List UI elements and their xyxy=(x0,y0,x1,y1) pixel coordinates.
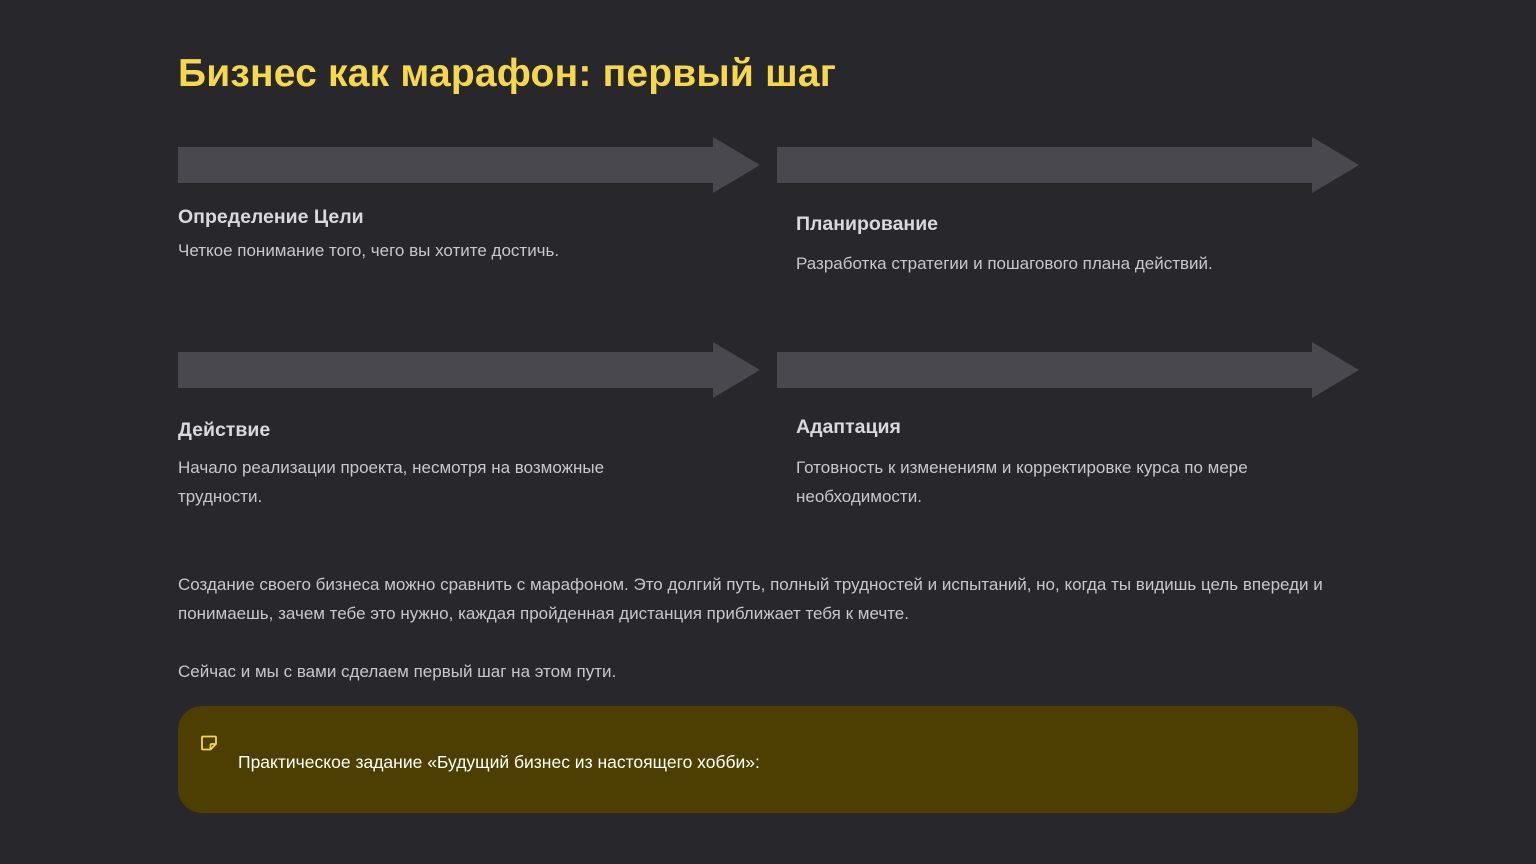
step-3-arrow xyxy=(178,342,760,398)
practical-task-callout xyxy=(178,706,1358,813)
call-to-action-paragraph: Сейчас и мы с вами сделаем первый шаг на этом пути. xyxy=(178,662,617,681)
step-4-arrow xyxy=(777,342,1359,398)
sticky-note-icon xyxy=(200,734,218,752)
step-2-title: Планирование xyxy=(796,213,939,235)
step-2-description: Разработка стратегии и пошагового плана действий. xyxy=(796,254,1213,273)
step-3-title: Действие xyxy=(178,419,271,441)
intro-paragraph: Создание своего бизнеса можно сравнить с марафоном. Это долгий путь, полный трудностей и испытаний, но, когда ты видишь цель впереди и понимаешь, зачем тебе это нужно, каждая пройденная дистанция приближает тебя к мечте. xyxy=(178,575,1323,623)
step-4-description: Готовность к изменениям и корректировке курса по мере необходимости. xyxy=(796,458,1248,506)
step-2-arrow xyxy=(777,137,1359,193)
page-title: Бизнес как марафон: первый шаг xyxy=(178,52,837,95)
practical-task-text: Практическое задание «Будущий бизнес из настоящего хобби»: xyxy=(238,752,760,772)
step-3-description: Начало реализации проекта, несмотря на возможные трудности. xyxy=(178,458,605,506)
step-1-description: Четкое понимание того, чего вы хотите достичь. xyxy=(178,241,560,260)
step-1-title: Определение Цели xyxy=(178,206,364,228)
step-1-arrow xyxy=(178,137,760,193)
step-4-title: Адаптация xyxy=(796,416,901,438)
